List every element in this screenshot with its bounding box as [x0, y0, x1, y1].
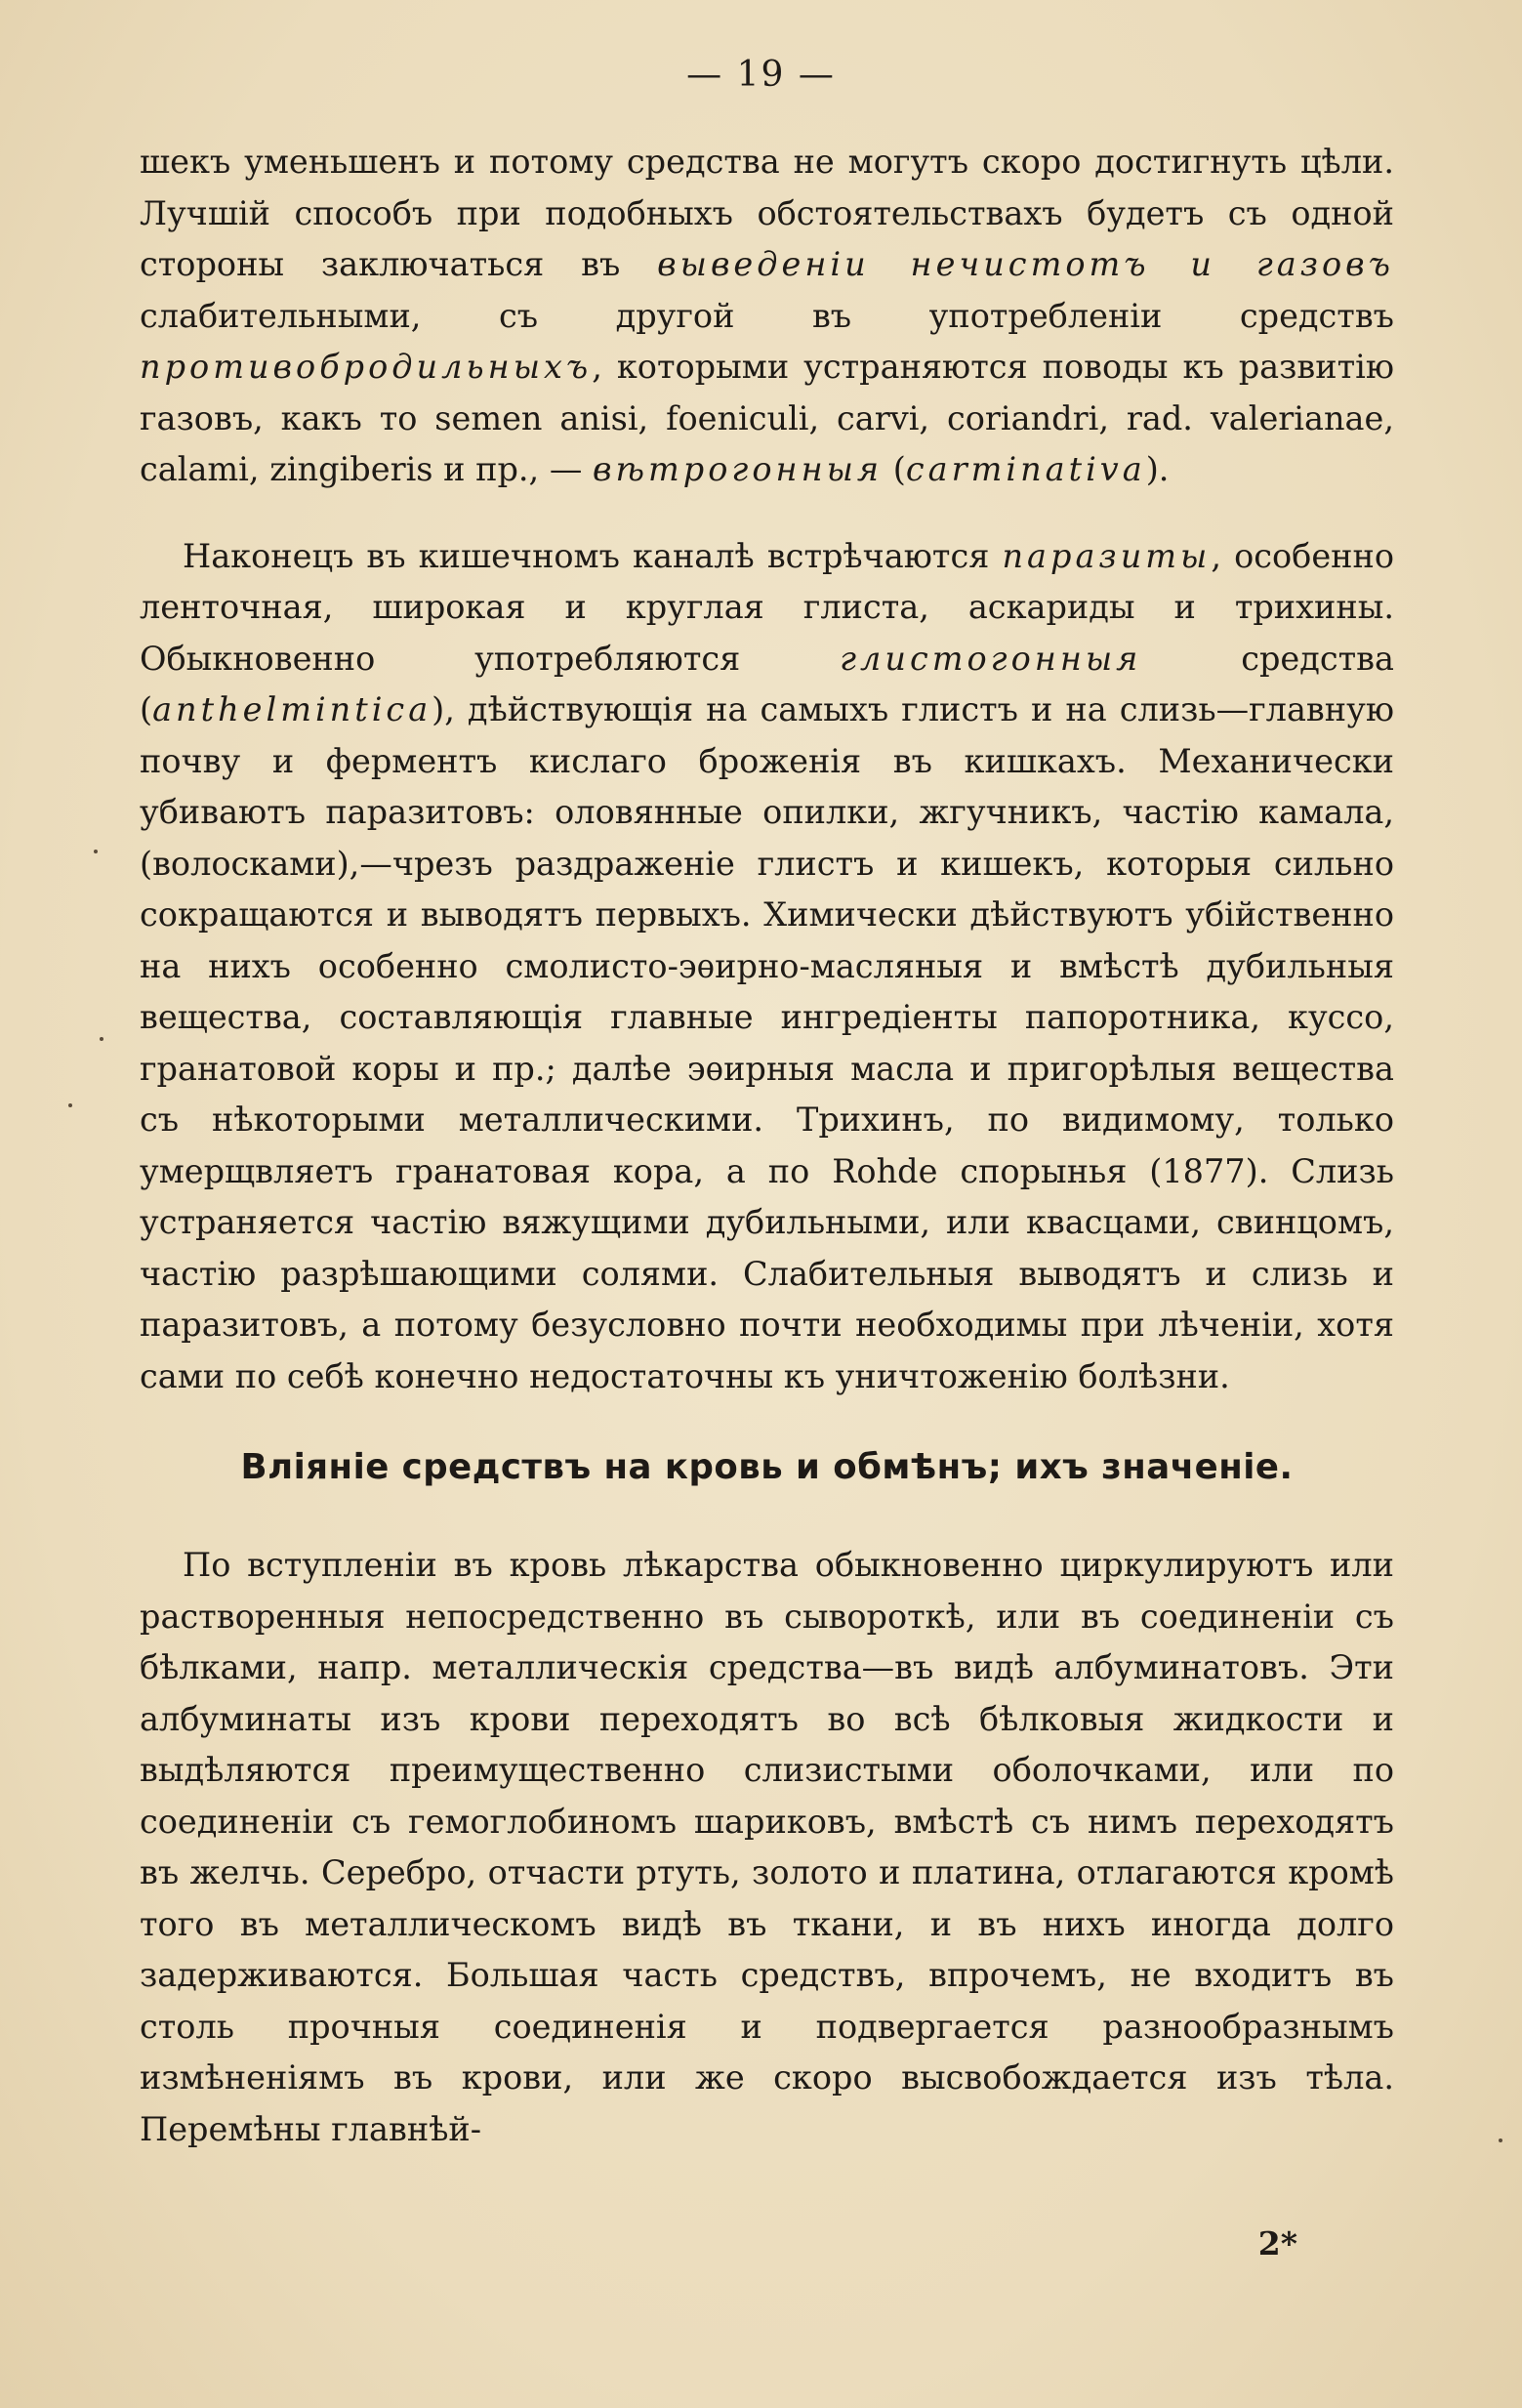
emphasis-term: carminativa [905, 450, 1146, 488]
section-heading: Вліяніе средствъ на кровь и обмѣнъ; ихъ значеніе. [240, 1447, 1294, 1487]
emphasis-term: противобродильныхъ [140, 348, 593, 386]
text-run: Наконецъ въ кишечномъ каналѣ встрѣчаются [183, 536, 1003, 575]
paper-speck [94, 850, 98, 853]
paragraph-gases [140, 137, 1394, 496]
text-run: , которыми устраняются поводы къ развитію газовъ, какъ то semen anisi, foeniculi, carvi, coriandri, rad. valerianae, calami, zingiberis и пр., — [140, 348, 1394, 488]
text-run: , особенно ленточная, широкая и круглая глиста, аскариды и трихины. Обыкновенно употребляются [140, 536, 1394, 678]
emphasis-term: паразиты [1002, 536, 1212, 575]
paragraph-parasites [140, 531, 1394, 1403]
text-run: ), дѣйствующія на самыхъ глистъ и на слизь—главную почву и ферментъ кислаго броженія въ кишкахъ. Механически убиваютъ паразитовъ: оловянные опилки, жгучникъ, частію камала, (волосками),—чрезъ раздраженіе глистъ и кишекъ, которыя сильно сокращаются и выводятъ первыхъ. Химически дѣйствуютъ убійственно на нихъ особенно смолисто-эѳирно-масляныя и вмѣстѣ дубильныя вещества, составляющія главные ингредіенты папоротника, куссо, гранатовой коры и пр.; далѣе эѳирныя масла и пригорѣлыя вещества съ нѣкоторыми металлическими. Трихинъ, по видимому, только умерщвляетъ гранатовая кора, а по Rohde спорынья (1877). Слизь устраняется частію вяжущими дубильными, или квасцами, свинцомъ, частію разрѣшающими солями. Слабительныя выводятъ и слизь и паразитовъ, а потому безусловно почти необходимы при лѣченіи, хотя сами по себѣ конечно недостаточны къ уничтоженію болѣзни. [140, 690, 1394, 1395]
page-number: — 19 — [686, 55, 836, 95]
paper-speck [1499, 2138, 1502, 2142]
paper-speck [68, 1103, 72, 1107]
text-run: слабительными, съ другой въ употребленіи средствъ [140, 296, 1394, 335]
text-run: ). [1145, 450, 1170, 488]
text-run: ( [883, 450, 906, 488]
emphasis-term: anthelmintica [152, 690, 432, 728]
paper-speck [100, 1037, 103, 1041]
emphasis-term: выведеніи нечистотъ и газовъ [657, 245, 1395, 283]
text-run: средства ( [140, 639, 1394, 728]
paragraph-blood: По вступленіи въ кровь лѣкарства обыкновенно циркулируютъ или растворенныя непосредственно въ сывороткѣ, или въ соединеніи съ бѣлками, напр. металлическія средства—въ видѣ албуминатовъ. Эти албуминаты изъ крови переходятъ во всѣ бѣлковыя жидкости и выдѣляются преимущественно слизистыми оболочками, или по соединеніи съ гемоглобиномъ шариковъ, вмѣстѣ съ нимъ переходятъ въ желчь. Серебро, отчасти ртуть, золото и платина, отлагаются кромѣ того въ металлическомъ видѣ въ ткани, и въ нихъ иногда долго задерживаются. Большая часть средствъ, впрочемъ, не входитъ въ столь прочныя соединенія и подвергается разнообразнымъ измѣненіямъ въ крови, или же скоро высвобождается изъ тѣла. Перемѣны главнѣй- [140, 1546, 1394, 2148]
emphasis-term: глистогонныя [840, 639, 1142, 678]
signature-mark: 2* [1257, 2224, 1297, 2263]
page-text [140, 137, 1394, 2190]
emphasis-term: вѣтрогонныя [592, 450, 884, 488]
text-run: шекъ уменьшенъ и потому средства не могутъ скоро достигнуть цѣли. Лучшій способъ при подобныхъ обстоятельствахъ будетъ съ одной стороны заключаться въ [140, 143, 1394, 283]
